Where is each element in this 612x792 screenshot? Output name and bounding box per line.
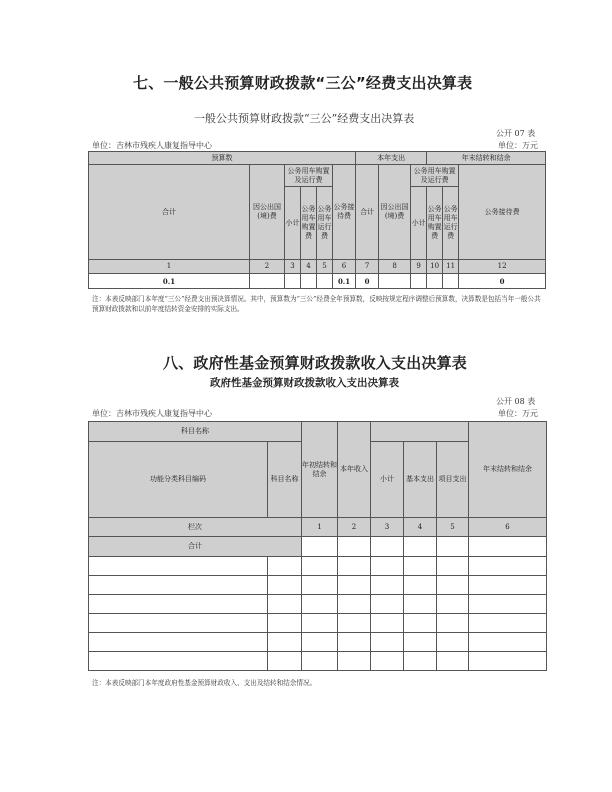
section8-unit: 单位：吉林市残疾人康复指导中心 <box>92 409 212 418</box>
gov-fund-table <box>88 421 547 671</box>
data-cell <box>301 274 317 289</box>
section7-unit: 单位：吉林市残疾人康复指导中心 <box>92 141 212 150</box>
col-number: 3 <box>371 518 404 537</box>
col-number: 2 <box>250 260 285 274</box>
data-cell <box>317 274 333 289</box>
total-header: 合计 <box>89 165 250 260</box>
three-public-expense-table <box>88 151 546 289</box>
table-cell <box>437 537 469 557</box>
current-year-header: 本年支出 <box>356 152 427 165</box>
table-row <box>89 576 547 595</box>
reception-header-2: 公务接待费 <box>459 165 546 260</box>
budget-header: 预算数 <box>89 152 356 165</box>
section8-table-title: 政府性基金预算财政拨款收入支出决算表 <box>210 377 399 389</box>
table-cell <box>404 537 437 557</box>
table-row <box>89 614 547 633</box>
data-cell: 0 <box>459 274 546 289</box>
abroad-header: 因公出国(境)费 <box>250 165 285 260</box>
vehicle-purchase-header: 公务用车购置费 <box>301 187 317 260</box>
total-header-2: 合计 <box>356 165 379 260</box>
table-cell <box>371 537 404 557</box>
col-number: 6 <box>469 518 547 537</box>
section8-heading: 八、政府性基金预算财政拨款收入支出决算表 <box>163 354 468 372</box>
vehicle-group-header: 公务用车购置及运行费 <box>285 165 333 187</box>
data-cell <box>411 274 427 289</box>
basic-expense-header: 基本支出 <box>404 442 437 518</box>
col-number: 7 <box>356 260 379 274</box>
table-row <box>89 557 547 576</box>
col-number: 4 <box>404 518 437 537</box>
col-number: 4 <box>301 260 317 274</box>
section7-currency: 单位：万元 <box>498 141 538 150</box>
closing-balance-header: 年末结转和结余 <box>469 422 547 518</box>
col-number: 5 <box>437 518 469 537</box>
col-number: 1 <box>89 260 250 274</box>
total-row-label: 合计 <box>89 537 302 557</box>
year-end-header: 年末结转和结余 <box>427 152 546 165</box>
col-number: 8 <box>379 260 411 274</box>
table-cell <box>469 537 547 557</box>
data-cell <box>285 274 301 289</box>
reception-header: 公务接待费 <box>333 165 356 260</box>
opening-balance-header: 年初结转和结余 <box>302 422 338 518</box>
subtotal-header: 小计 <box>285 187 301 260</box>
subtotal-header-2: 小计 <box>411 187 427 260</box>
col-number: 12 <box>459 260 546 274</box>
col-number: 9 <box>411 260 427 274</box>
col-number: 3 <box>285 260 301 274</box>
vehicle-group-header-2: 公务用车购置及运行费 <box>411 165 459 187</box>
vehicle-operation-header: 公务用车运行费 <box>317 187 333 260</box>
col-number: 11 <box>443 260 459 274</box>
subject-header: 科目名称 <box>268 442 302 518</box>
table-row <box>89 652 547 671</box>
func-code-header: 功能分类科目编码 <box>89 442 268 518</box>
col-number: 10 <box>427 260 443 274</box>
section8-currency: 单位：万元 <box>498 409 538 418</box>
col-number: 2 <box>338 518 371 537</box>
data-cell <box>443 274 459 289</box>
data-cell <box>250 274 285 289</box>
data-cell <box>427 274 443 289</box>
row-label-cell: 栏次 <box>89 518 302 537</box>
col-number: 6 <box>333 260 356 274</box>
section7-table-title: 一般公共预算财政拨款“三公”经费支出决算表 <box>194 112 415 125</box>
subject-name-header: 科目名称 <box>89 422 302 442</box>
data-cell: 0.1 <box>333 274 356 289</box>
table-row <box>89 633 547 652</box>
vehicle-purchase-header-2: 公务用车购置费 <box>427 187 443 260</box>
section7-note: 注：本表反映部门本年度“三公”经费支出预决算情况。其中，预算数为“三公”经费全年预算数，反映按规定程序调整后预算数，决算数是包括当年一般公共预算财政拨款和以前年度结转资金安排的实际支出。 <box>92 295 541 313</box>
expense-group-header <box>371 422 469 442</box>
income-header: 本年收入 <box>338 422 371 518</box>
table-cell <box>302 537 338 557</box>
col-number: 1 <box>302 518 338 537</box>
section8-form-no: 公开 08 表 <box>496 397 536 406</box>
section8-note: 注：本表反映部门本年度政府性基金预算财政收入、支出及结转和结余情况。 <box>92 679 317 687</box>
section7-form-no: 公开 07 表 <box>496 129 536 138</box>
table-row <box>89 595 547 614</box>
abroad-header-2: 因公出国(境)费 <box>379 165 411 260</box>
data-cell: 0 <box>356 274 379 289</box>
col-number: 5 <box>317 260 333 274</box>
table-cell <box>338 537 371 557</box>
data-cell: 0.1 <box>89 274 250 289</box>
data-cell <box>379 274 411 289</box>
vehicle-operation-header-2: 公务用车运行费 <box>443 187 459 260</box>
section7-heading: 七、一般公共预算财政拨款“三公”经费支出决算表 <box>133 74 473 92</box>
subtotal-header: 小计 <box>371 442 404 518</box>
project-expense-header: 项目支出 <box>437 442 469 518</box>
